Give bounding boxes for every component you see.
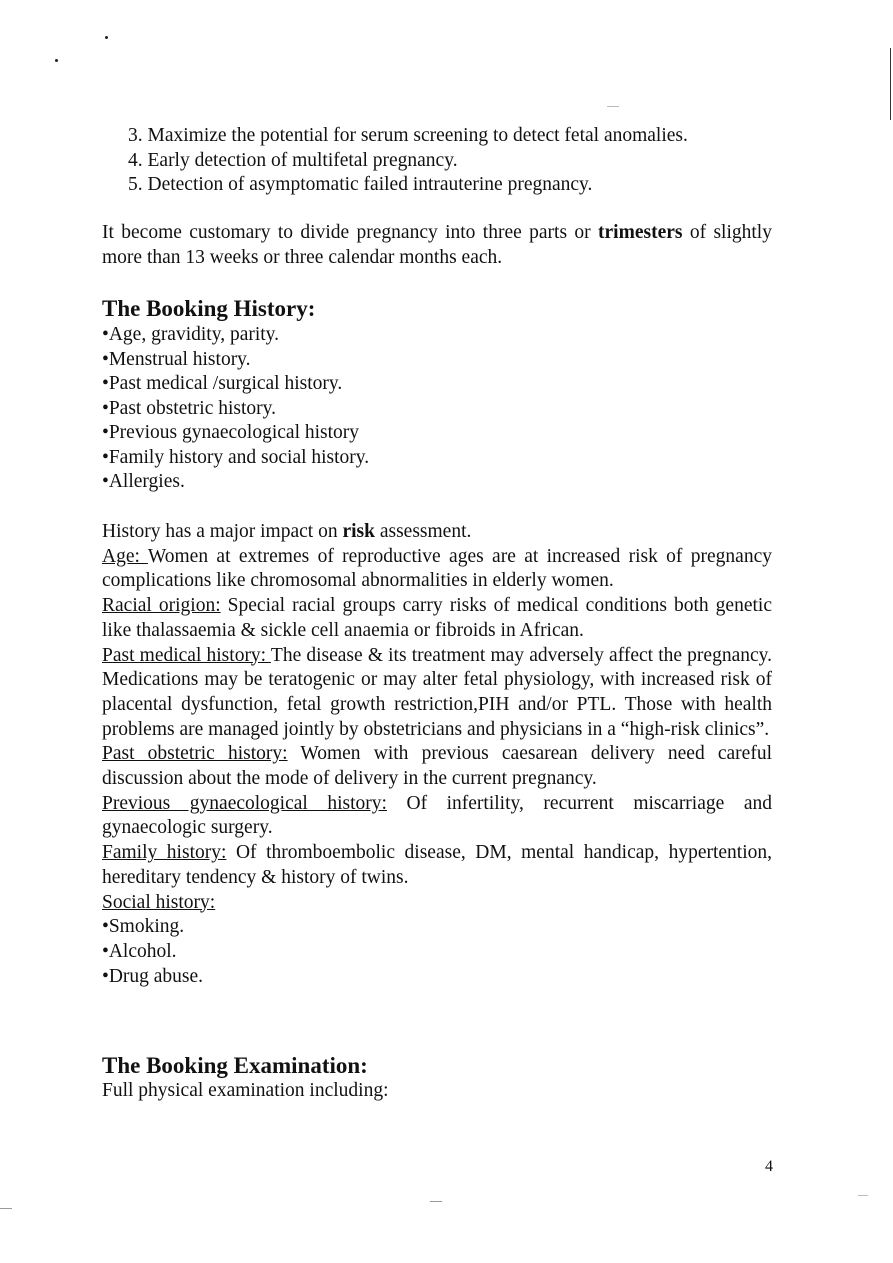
- list-item: •Menstrual history.: [102, 348, 251, 370]
- risk-details: [102, 520, 772, 989]
- list-item: •Drug abuse.: [102, 965, 204, 987]
- list-item: •Age, gravidity, parity.: [102, 324, 280, 345]
- detail-label: Family history:: [102, 842, 227, 864]
- detail-previous-gynaecological: Previous gynaecological history: Of infertility, recurrent miscarriage and gynaecologic surgery.: [102, 792, 772, 839]
- detail-label: Past obstetric history:: [102, 743, 288, 765]
- scan-mark: [858, 1195, 868, 1196]
- list-item: •Family history and social history.: [102, 446, 370, 468]
- list-item: •Alcohol.: [102, 940, 177, 962]
- risk-intro: History has a major impact on risk assessment.: [102, 521, 472, 542]
- detail-past-medical: Past medical history: The disease & its treatment may adversely affect the pregnancy. Medications may be teratogenic or may alter fetal physiology, with increased risk of placental dysfunction, fetal growth restriction,PIH and/or PTL. Those with health problems are managed jointly by obstetricians and physicians in a “high-risk clinics”.: [102, 644, 773, 740]
- list-item: 3. Maximize the potential for serum screening to detect fetal anomalies.: [128, 125, 688, 146]
- list-item: •Allergies.: [102, 471, 185, 492]
- detail-label: Age:: [102, 545, 148, 567]
- list-item: •Past medical /surgical history.: [102, 373, 343, 394]
- social-history-label: Social history:: [102, 891, 216, 913]
- detail-age: Age: Women at extremes of reproductive ages are at increased risk of pregnancy complications like chromosomal abnormalities in elderly women.: [102, 545, 772, 592]
- list-item: •Smoking.: [102, 916, 185, 938]
- booking-examination-heading: The Booking Examination:: [102, 1053, 368, 1078]
- detail-label: Past medical history:: [102, 644, 271, 666]
- scan-speck: [105, 36, 108, 39]
- list-item: •Previous gynaecological history: [102, 422, 360, 443]
- booking-history-heading: The Booking History:: [102, 296, 316, 321]
- list-item: •Past obstetric history.: [102, 397, 277, 419]
- booking-examination-text: Full physical examination including:: [102, 1080, 389, 1101]
- detail-label: Previous gynaecological history:: [102, 792, 387, 814]
- detail-past-obstetric: Past obstetric history: Women with previous caesarean delivery need careful discussion about the mode of delivery in the current pregnancy.: [102, 743, 772, 790]
- list-item: 4. Early detection of multifetal pregnancy.: [128, 149, 458, 171]
- scan-mark: [0, 1208, 12, 1209]
- trimester-paragraph: It become customary to divide pregnancy into three parts or trimesters of slightly more than 13 weeks or three calendar months each.: [102, 222, 772, 268]
- scan-speck: [55, 59, 58, 62]
- detail-label: Racial origion:: [102, 595, 221, 617]
- scan-mark: [430, 1201, 442, 1202]
- numbered-list: [128, 124, 768, 198]
- detail-family-history: Family history: Of thromboembolic disease, DM, mental handicap, hypertention, hereditary tendency & history of twins.: [102, 842, 773, 888]
- list-item: 5. Detection of asymptomatic failed intrauterine pregnancy.: [128, 174, 593, 195]
- page-number: 4: [765, 1158, 773, 1175]
- scan-mark: [607, 106, 619, 107]
- booking-history-list: [102, 323, 772, 495]
- detail-racial-origin: Racial origion: Special racial groups carry risks of medical conditions both genetic like thalassaemia & sickle cell anaemia or fibroids in African.: [102, 595, 772, 641]
- scan-edge-line: [890, 48, 891, 120]
